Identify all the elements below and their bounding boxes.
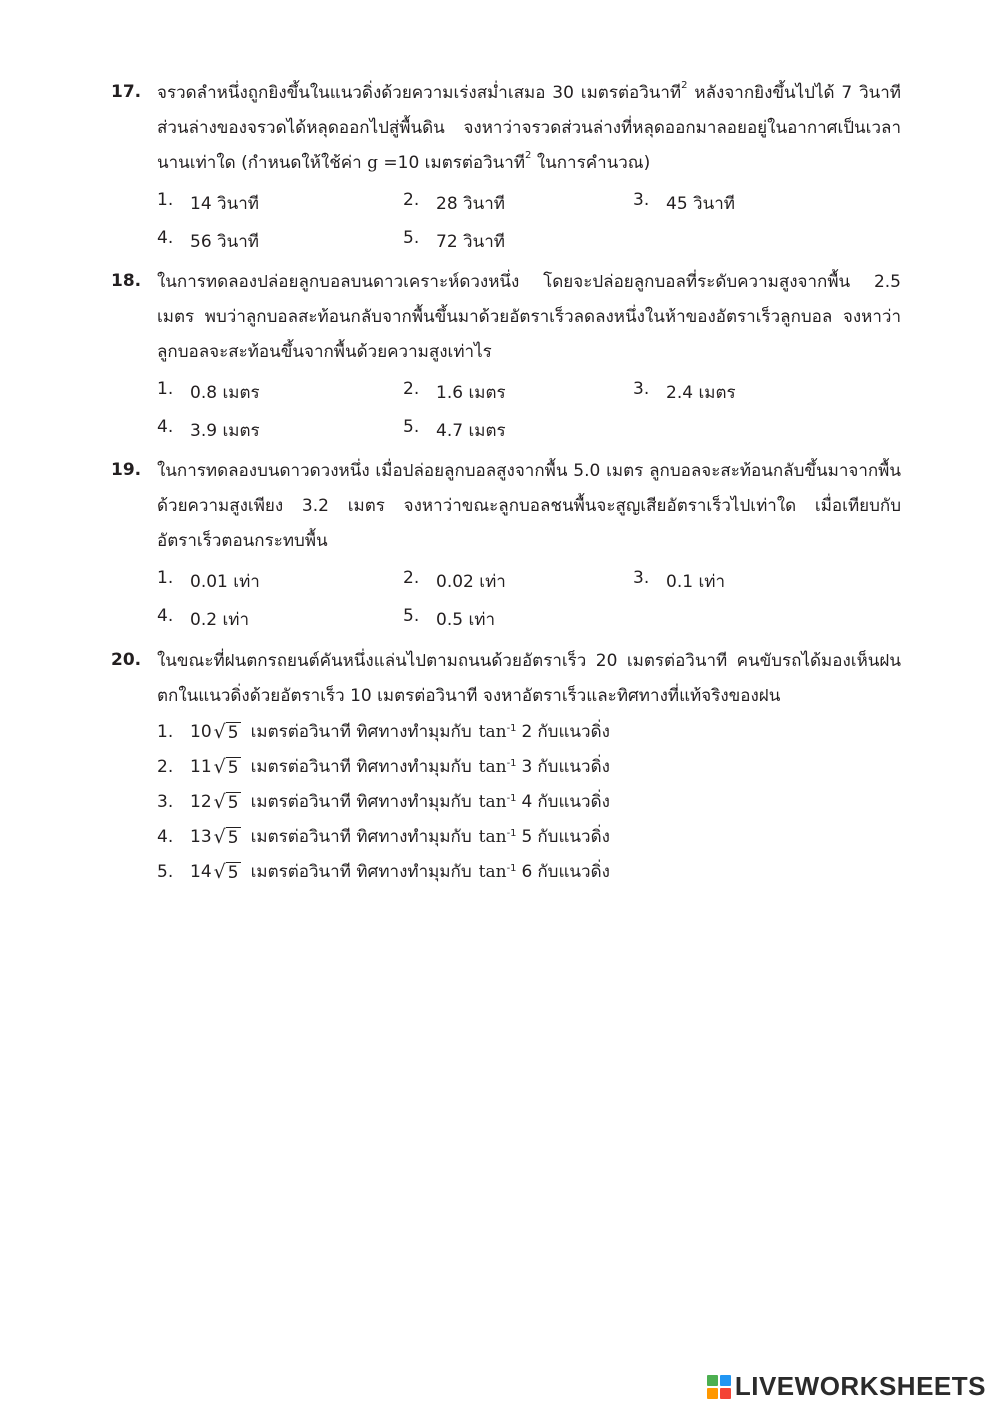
question-number: 19.	[111, 460, 142, 480]
square-root: √ 5	[213, 790, 239, 813]
choice-4[interactable]: 4. 56 วินาที	[157, 227, 259, 252]
choice-5[interactable]: 5. 4.7 เมตร	[403, 416, 506, 441]
liveworksheets-logo	[707, 1371, 986, 1402]
choice-3[interactable]: 3. 45 วินาที	[633, 189, 735, 214]
square-root: √ 5	[213, 755, 239, 778]
logo-square-blue	[720, 1375, 731, 1386]
question-text: ในขณะที่ฝนตกรถยนต์คันหนึ่งแล่นไปตามถนนด้วยอัตราเร็ว 20 เมตรต่อวินาที คนขับรถได้มองเห็นฝนตกในแนวดิ่งด้วยอัตราเร็ว 10 เมตรต่อวินาที จงหาอัตราเร็วและทิศทางที่แท้จริงของฝน	[157, 651, 901, 706]
choice-3[interactable]: 3. 12 √ 5 เมตรต่อวินาที ทิศทางทำมุมกับ tan $^{-1}$ 4 กับแนวดิ่ง	[157, 790, 610, 813]
choice-4[interactable]: 4. 3.9 เมตร	[157, 416, 260, 441]
question-number: 17.	[111, 82, 142, 102]
choice-list	[157, 562, 901, 638]
question-17	[111, 76, 901, 260]
logo-square-green	[707, 1375, 718, 1386]
choice-3[interactable]: 3. 0.1 เท่า	[633, 567, 726, 592]
question-20	[111, 644, 901, 889]
question-text: จรวดลำหนึ่งถูกยิงขึ้นในแนวดิ่งด้วยความเร่งสม่ำเสมอ 30 เมตรต่อวินาที$^2$ หลังจากยิงขึ้นไปได้ 7 วินาที ส่วนล่างของจรวดได้หลุดออกไปสู่พื้นดิน จงหาว่าจรวดส่วนล่างที่หลุดออกมาลอยอยู่ในอากาศเป็นเวลานานเท่าใด (กำหนดให้ใช้ค่า g =10 เมตรต่อวินาที$^2$ ในการคำนวณ)	[157, 80, 902, 173]
logo-text: LIVEWORKSHEETS	[734, 1371, 986, 1401]
choice-4[interactable]: 4. 13 √ 5 เมตรต่อวินาที ทิศทางทำมุมกับ tan $^{-1}$ 5 กับแนวดิ่ง	[157, 825, 610, 848]
question-18	[111, 265, 901, 449]
choice-1[interactable]: 1. 0.01 เท่า	[157, 567, 260, 592]
choice-3[interactable]: 3. 2.4 เมตร	[633, 378, 736, 403]
choice-4[interactable]: 4. 0.2 เท่า	[157, 605, 250, 630]
square-root: √ 5	[213, 825, 239, 848]
choice-list	[157, 184, 901, 260]
choice-5[interactable]: 5. 72 วินาที	[403, 227, 505, 252]
question-text: ในการทดลองบนดาวดวงหนึ่ง เมื่อปล่อยลูกบอลสูงจากพื้น 5.0 เมตร ลูกบอลจะสะท้อนกลับขึ้นมาจากพื้นด้วยความสูงเพียง 3.2 เมตร จงหาว่าขณะลูกบอลชนพื้นจะสูญเสียอัตราเร็วไปเท่าใด เมื่อเทียบกับอัตราเร็วตอนกระทบพื้น	[157, 461, 901, 551]
logo-square-orange	[707, 1388, 718, 1399]
choice-list	[157, 714, 901, 889]
logo-square-red	[720, 1388, 731, 1399]
question-text: ในการทดลองปล่อยลูกบอลบนดาวเคราะห์ดวงหนึ่ง โดยจะปล่อยลูกบอลที่ระดับความสูงจากพื้น 2.5 เมตร พบว่าลูกบอลสะท้อนกลับจากพื้นขึ้นมาด้วยอัตราเร็วลดลงหนึ่งในห้าของอัตราเร็วลูกบอล จงหาว่าลูกบอลจะสะท้อนขึ้นจากพื้นด้วยความสูงเท่าไร	[157, 272, 901, 362]
choice-1[interactable]: 1. 0.8 เมตร	[157, 378, 260, 403]
choice-2[interactable]: 2. 0.02 เท่า	[403, 567, 506, 592]
question-19	[111, 454, 901, 638]
question-number: 18.	[111, 271, 142, 291]
choice-1[interactable]: 1. 14 วินาที	[157, 189, 259, 214]
choice-2[interactable]: 2. 11 √ 5 เมตรต่อวินาที ทิศทางทำมุมกับ tan $^{-1}$ 3 กับแนวดิ่ง	[157, 755, 610, 778]
question-number: 20.	[111, 650, 142, 670]
choice-5[interactable]: 5. 14 √ 5 เมตรต่อวินาที ทิศทางทำมุมกับ tan $^{-1}$ 6 กับแนวดิ่ง	[157, 860, 610, 883]
square-root: √ 5	[213, 860, 239, 883]
choice-list	[157, 373, 901, 449]
choice-5[interactable]: 5. 0.5 เท่า	[403, 605, 496, 630]
choice-1[interactable]: 1. 10 √ 5 เมตรต่อวินาที ทิศทางทำมุมกับ tan $^{-1}$ 2 กับแนวดิ่ง	[157, 720, 610, 743]
choice-2[interactable]: 2. 28 วินาที	[403, 189, 505, 214]
choice-2[interactable]: 2. 1.6 เมตร	[403, 378, 506, 403]
logo-icon	[707, 1375, 731, 1399]
square-root: √ 5	[213, 720, 239, 743]
